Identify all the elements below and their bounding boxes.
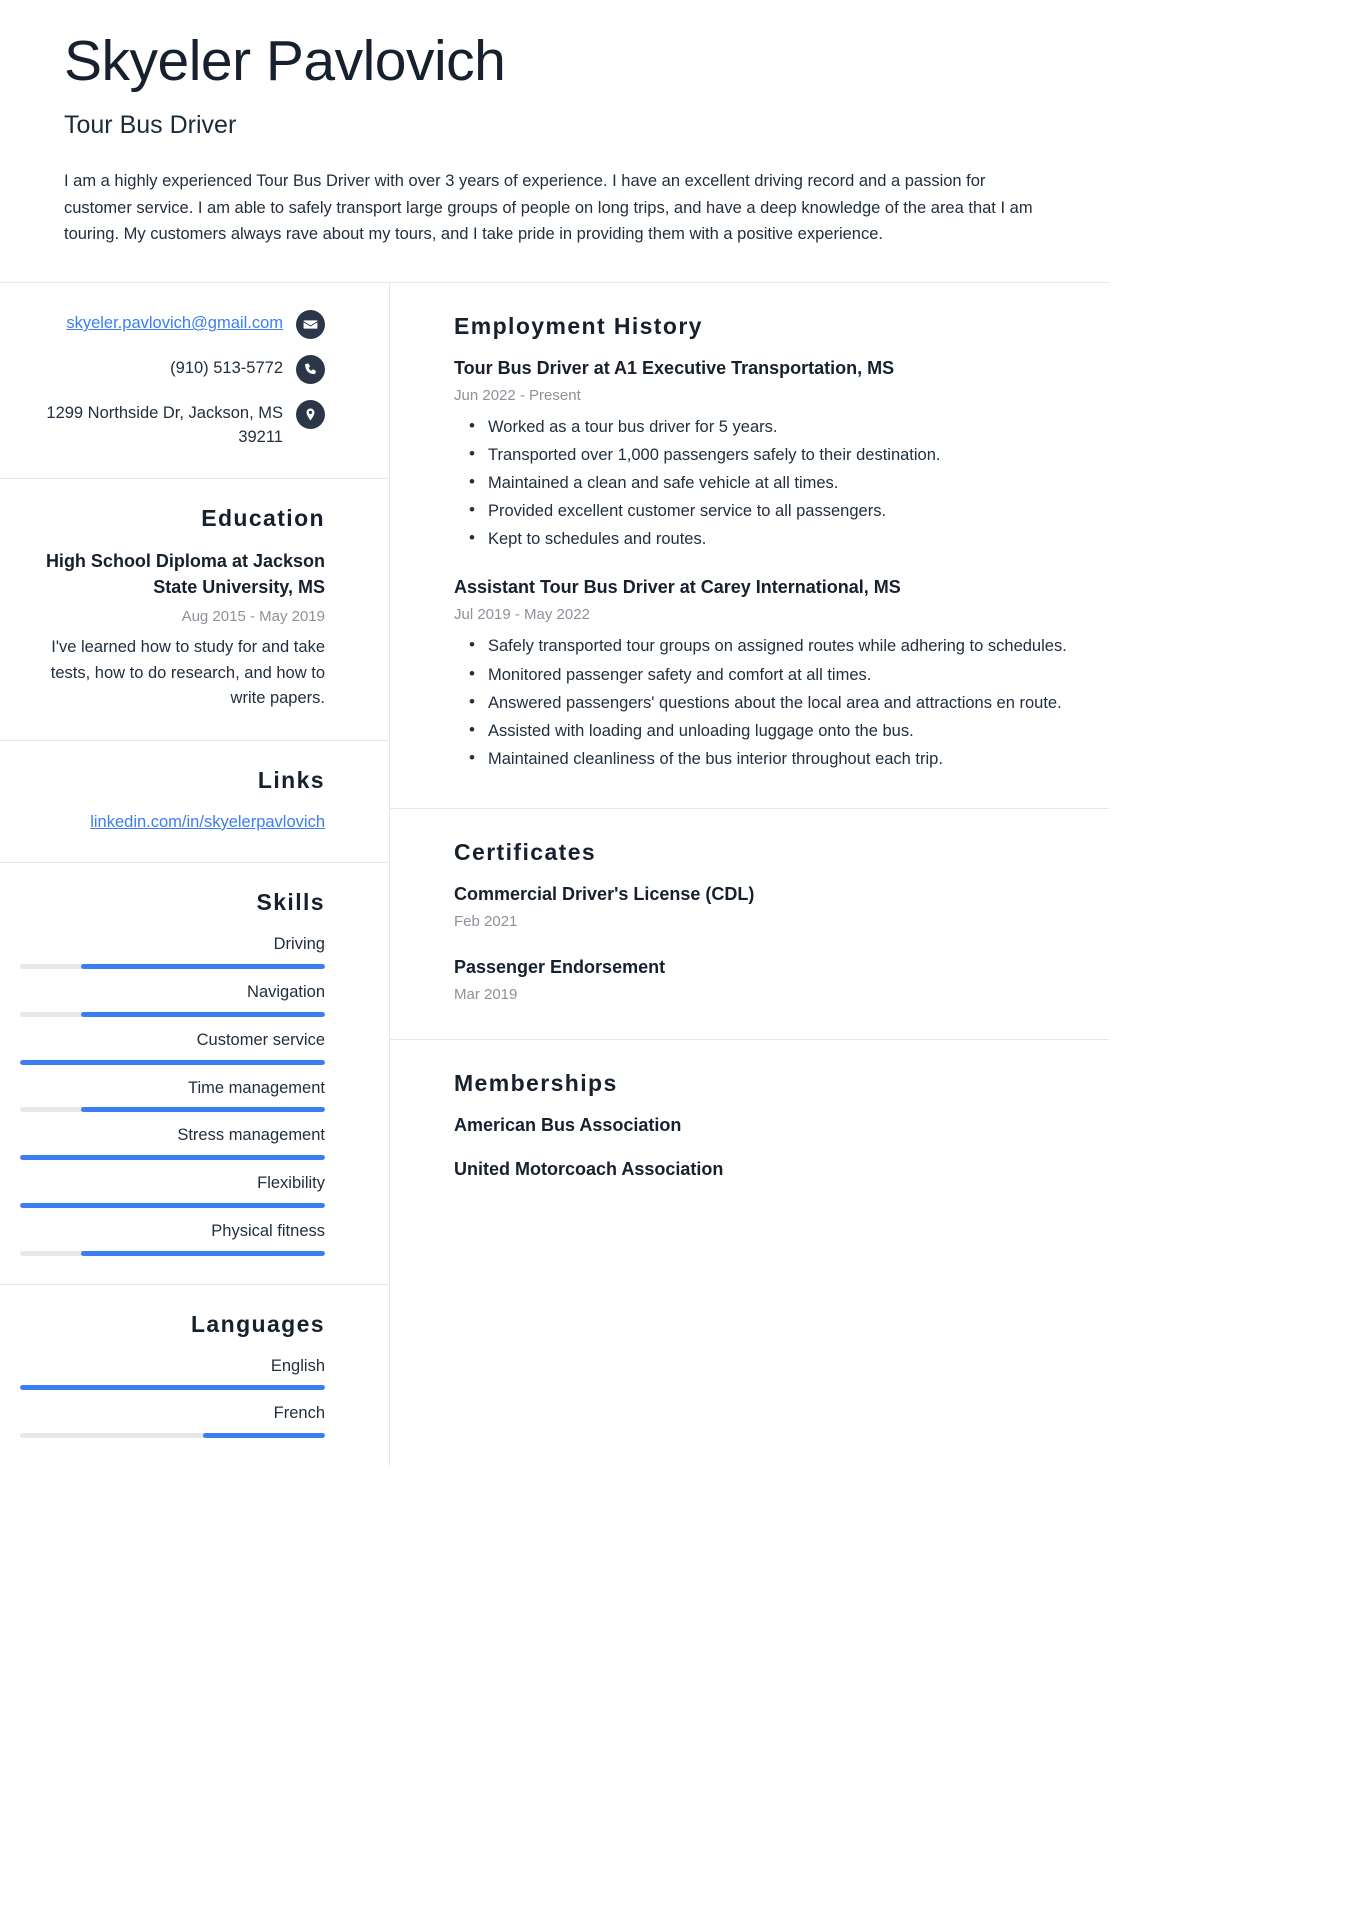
language-bar-track [20, 1433, 325, 1438]
contact-address-text: 1299 Northside Dr, Jackson, MS 39211 [46, 403, 283, 447]
list-item: • Safely transported tour groups on assigned routes while adhering to schedules. [488, 633, 1069, 659]
skill-bar-track [20, 1060, 325, 1065]
profile-summary: I am a highly experienced Tour Bus Driver with over 3 years of experience. I have an excellent driving record and a passion for customer service. I am able to safely transport large groups of people on long trips, and have a deep knowledge of the area that I am touring. My customers always rave about my tours, and I take pride in providing them with a positive experience. [64, 171, 1033, 244]
employment-entry [454, 355, 1069, 552]
list-item [20, 1354, 325, 1391]
contact-block [0, 283, 389, 479]
skill-bar-track [20, 1155, 325, 1160]
list-item [20, 1028, 325, 1065]
skill-bar-fill [81, 1012, 325, 1017]
skill-bar-track [20, 1012, 325, 1017]
skill-bar-fill [81, 964, 325, 969]
list-item: • Kept to schedules and routes. [488, 526, 1069, 552]
sidebar [0, 283, 390, 1466]
linkedin-link[interactable]: linkedin.com/in/skyelerpavlovich [90, 812, 325, 831]
contact-email-text[interactable] [66, 309, 283, 335]
languages-block [0, 1285, 389, 1467]
skills-heading: Skills [256, 889, 325, 916]
list-item[interactable] [20, 810, 325, 835]
list-item: • Answered passengers' questions about the local area and attractions en route. [488, 690, 1069, 716]
memberships-heading: Memberships [454, 1069, 618, 1096]
job-title: Tour Bus Driver [64, 110, 237, 139]
certificate-title: Passenger Endorsement [454, 956, 666, 977]
education-date: Aug 2015 - May 2019 [181, 608, 325, 626]
list-item [20, 932, 325, 969]
list-item [20, 1401, 325, 1438]
education-heading: Education [201, 504, 325, 531]
employment-date: Jul 2019 - May 2022 [454, 606, 590, 624]
contact-email-row[interactable] [20, 309, 325, 339]
languages-heading: Languages [190, 1310, 325, 1337]
certificate-entry [454, 954, 1069, 1005]
education-entry [20, 548, 325, 712]
list-item [20, 1123, 325, 1160]
contact-phone-row [20, 354, 325, 384]
employment-bullets [454, 633, 1069, 771]
email-link[interactable]: skyeler.pavlovich@gmail.com [66, 313, 283, 332]
contact-address-row [20, 399, 325, 450]
language-label: English [270, 1356, 325, 1375]
language-bar-fill [20, 1385, 325, 1390]
certificates-block [390, 809, 1109, 1040]
employment-title: Tour Bus Driver at A1 Executive Transportation, MS [454, 357, 895, 378]
list-item: • Worked as a tour bus driver for 5 years. [488, 414, 1069, 440]
phone-icon [296, 355, 325, 384]
membership-title: American Bus Association [454, 1114, 682, 1135]
memberships-block [390, 1040, 1109, 1216]
employment-entry [454, 574, 1069, 771]
language-bar-fill [203, 1433, 325, 1438]
employment-bullets [454, 414, 1069, 552]
list-item: • Maintained cleanliness of the bus interior throughout each trip. [488, 746, 1069, 772]
employment-title: Assistant Tour Bus Driver at Carey International, MS [454, 577, 901, 598]
resume-body [0, 283, 1110, 1466]
contact-phone-text: (910) 513-5772 [170, 358, 283, 377]
skill-label: Navigation [247, 983, 325, 1002]
skill-label: Stress management [177, 1126, 325, 1145]
links-heading: Links [257, 766, 325, 793]
skill-label: Customer service [196, 1030, 325, 1049]
page-title: Skyeler Pavlovich [64, 29, 506, 93]
skills-list [20, 932, 325, 1255]
language-bar-track [20, 1385, 325, 1390]
envelope-icon [296, 310, 325, 339]
list-item [20, 1076, 325, 1113]
links-block [0, 741, 389, 864]
list-item: • Provided excellent customer service to all passengers. [488, 498, 1069, 524]
location-pin-icon [296, 400, 325, 429]
list-item: • Maintained a clean and safe vehicle at all times. [488, 470, 1069, 496]
skill-bar-track [20, 1203, 325, 1208]
skill-bar-track [20, 1251, 325, 1256]
employment-heading: Employment History [454, 312, 703, 339]
languages-list [20, 1354, 325, 1439]
skill-label: Driving [273, 935, 325, 954]
certificate-date: Feb 2021 [454, 912, 518, 930]
list-item [20, 1171, 325, 1208]
skills-block [0, 863, 389, 1284]
certificate-title: Commercial Driver's License (CDL) [454, 883, 755, 904]
skill-bar-fill [20, 1203, 325, 1208]
skill-bar-track [20, 1107, 325, 1112]
list-item: • Transported over 1,000 passengers safely to their destination. [488, 442, 1069, 468]
membership-title: United Motorcoach Association [454, 1159, 724, 1180]
skill-bar-fill [81, 1107, 325, 1112]
certificates-heading: Certificates [454, 838, 597, 865]
skill-bar-fill [20, 1155, 325, 1160]
language-label: French [273, 1404, 325, 1423]
education-description: I've learned how to study for and take tests, how to do research, and how to write papers. [50, 638, 325, 708]
education-title: High School Diploma at Jackson State University, MS [45, 550, 325, 598]
list-item: • Monitored passenger safety and comfort at all times. [488, 662, 1069, 688]
skill-bar-fill [20, 1060, 325, 1065]
skill-bar-fill [81, 1251, 325, 1256]
skill-label: Flexibility [257, 1174, 325, 1193]
skill-bar-track [20, 964, 325, 969]
list-item: • Assisted with loading and unloading luggage onto the bus. [488, 718, 1069, 744]
list-item [20, 980, 325, 1017]
education-block [0, 479, 389, 741]
employment-block [390, 283, 1109, 809]
resume-header [0, 0, 1110, 282]
skill-label: Time management [188, 1078, 325, 1097]
certificate-date: Mar 2019 [454, 985, 518, 1003]
certificate-entry [454, 881, 1069, 932]
main-column [390, 283, 1109, 1216]
list-item [20, 1219, 325, 1256]
skill-label: Physical fitness [211, 1221, 325, 1240]
employment-date: Jun 2022 - Present [454, 387, 581, 405]
